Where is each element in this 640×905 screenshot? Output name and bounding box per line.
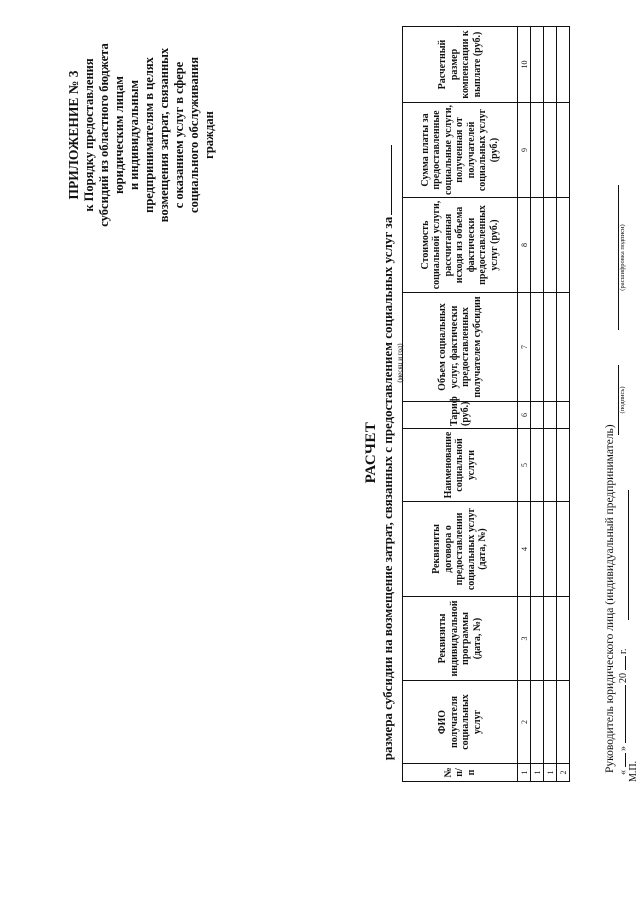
table-cell xyxy=(544,402,557,429)
table-cell xyxy=(557,103,570,198)
column-number: 1 xyxy=(518,764,531,782)
date-close-quote: » xyxy=(618,746,629,751)
appendix-line: возмещения затрат, связанных xyxy=(157,47,171,223)
appendix-line: предпринимателям в целях xyxy=(142,57,156,213)
appendix-line: с оказанием услуг в сфере xyxy=(172,61,186,209)
document-title: РАСЧЕТ xyxy=(363,421,379,484)
period-blank xyxy=(380,145,392,215)
table-cell xyxy=(557,198,570,293)
header-cell-payment: Сумма платы за предоставленные социальные услуги, полученная от получателей социальных услуг (руб.) xyxy=(403,103,518,198)
month-blank xyxy=(625,686,626,744)
period-hint: (месяц и год) xyxy=(396,343,404,383)
appendix-line: к Порядку предоставления xyxy=(82,58,96,212)
appendix-line: юридическим лицам xyxy=(112,76,126,194)
column-number: 2 xyxy=(518,681,531,764)
appendix-block xyxy=(66,30,217,240)
extra-line xyxy=(627,490,629,620)
column-number: 9 xyxy=(518,103,531,198)
header-cell-recipient: ФИО получателя социальных услуг xyxy=(403,681,518,764)
table-cell xyxy=(531,681,544,764)
table-cell xyxy=(544,198,557,293)
column-number: 3 xyxy=(518,597,531,681)
header-cell-volume: Объем социальных услуг, фактически предоставленных получателем субсидии xyxy=(403,293,518,402)
year-blank xyxy=(625,657,626,671)
signer-label: Руководитель юридического лица (индивидуальный предприниматель) xyxy=(604,424,616,773)
table-cell xyxy=(544,502,557,597)
table-cell xyxy=(557,681,570,764)
appendix-line: социального обслуживания xyxy=(187,57,201,213)
table-row xyxy=(557,27,570,782)
table-cell xyxy=(531,429,544,502)
table-cell xyxy=(557,27,570,103)
year-suffix: г. xyxy=(618,648,629,654)
table-row xyxy=(544,27,557,782)
header-cell-number: № п/п xyxy=(403,764,518,782)
table-header-row xyxy=(403,27,518,782)
header-cell-compensation: Расчетный размер компенсации к выплате (руб.) xyxy=(403,27,518,103)
column-number: 8 xyxy=(518,198,531,293)
document-subtitle: размера субсидии на возмещение затрат, связанных с предоставлением социальных услуг за xyxy=(380,216,395,761)
header-cell-service-name: Наименование социальной услуги xyxy=(403,429,518,502)
table-cell xyxy=(531,402,544,429)
header-cell-tariff: Тариф (руб.) xyxy=(403,402,518,429)
header-cell-contract: Реквизиты договора о предоставлении социальных услуг (дата, №) xyxy=(403,502,518,597)
table-cell xyxy=(557,293,570,402)
calculation-table xyxy=(402,26,570,782)
table-cell xyxy=(531,103,544,198)
column-number: 7 xyxy=(518,293,531,402)
table-cell xyxy=(544,597,557,681)
table-cell xyxy=(557,502,570,597)
document-subtitle-block xyxy=(380,0,396,905)
table-cell xyxy=(531,502,544,597)
year-prefix: 20 xyxy=(618,673,629,683)
day-blank xyxy=(625,754,626,768)
table-cell xyxy=(531,198,544,293)
column-number: 6 xyxy=(518,402,531,429)
date-line xyxy=(618,649,629,775)
table-cell xyxy=(544,103,557,198)
decode-hint: (расшифровка подписи) xyxy=(619,224,626,291)
table-cell xyxy=(544,27,557,103)
table-cell xyxy=(544,429,557,502)
table-cell xyxy=(557,597,570,681)
table-cell xyxy=(531,293,544,402)
appendix-line: граждан xyxy=(202,111,216,159)
table-row xyxy=(531,27,544,782)
table-cell xyxy=(531,597,544,681)
table-cell xyxy=(544,681,557,764)
appendix-line: и индивидуальным xyxy=(127,79,141,191)
column-number: 4 xyxy=(518,502,531,597)
signature-hint: (подпись) xyxy=(619,386,626,414)
appendix-line: субсидий из областного бюджета xyxy=(97,43,111,227)
row-number: 2 xyxy=(557,764,570,782)
row-number: 1 xyxy=(544,764,557,782)
table-cell xyxy=(557,429,570,502)
date-open-quote: « xyxy=(618,770,629,775)
table-cell xyxy=(557,402,570,429)
column-number: 5 xyxy=(518,429,531,502)
column-number: 10 xyxy=(518,27,531,103)
appendix-title: ПРИЛОЖЕНИЕ № 3 xyxy=(66,70,81,200)
stamp-place: М.П. xyxy=(628,760,639,782)
header-cell-cost: Стоимость социальной услуги, рассчитанная исходя из объема фактически предоставленных услуг (руб.) xyxy=(403,198,518,293)
column-number-row xyxy=(518,27,531,782)
table-cell xyxy=(531,27,544,103)
row-number: 1 xyxy=(531,764,544,782)
table-cell xyxy=(544,293,557,402)
header-cell-program: Реквизиты индивидуальной программы (дата, №) xyxy=(403,597,518,681)
